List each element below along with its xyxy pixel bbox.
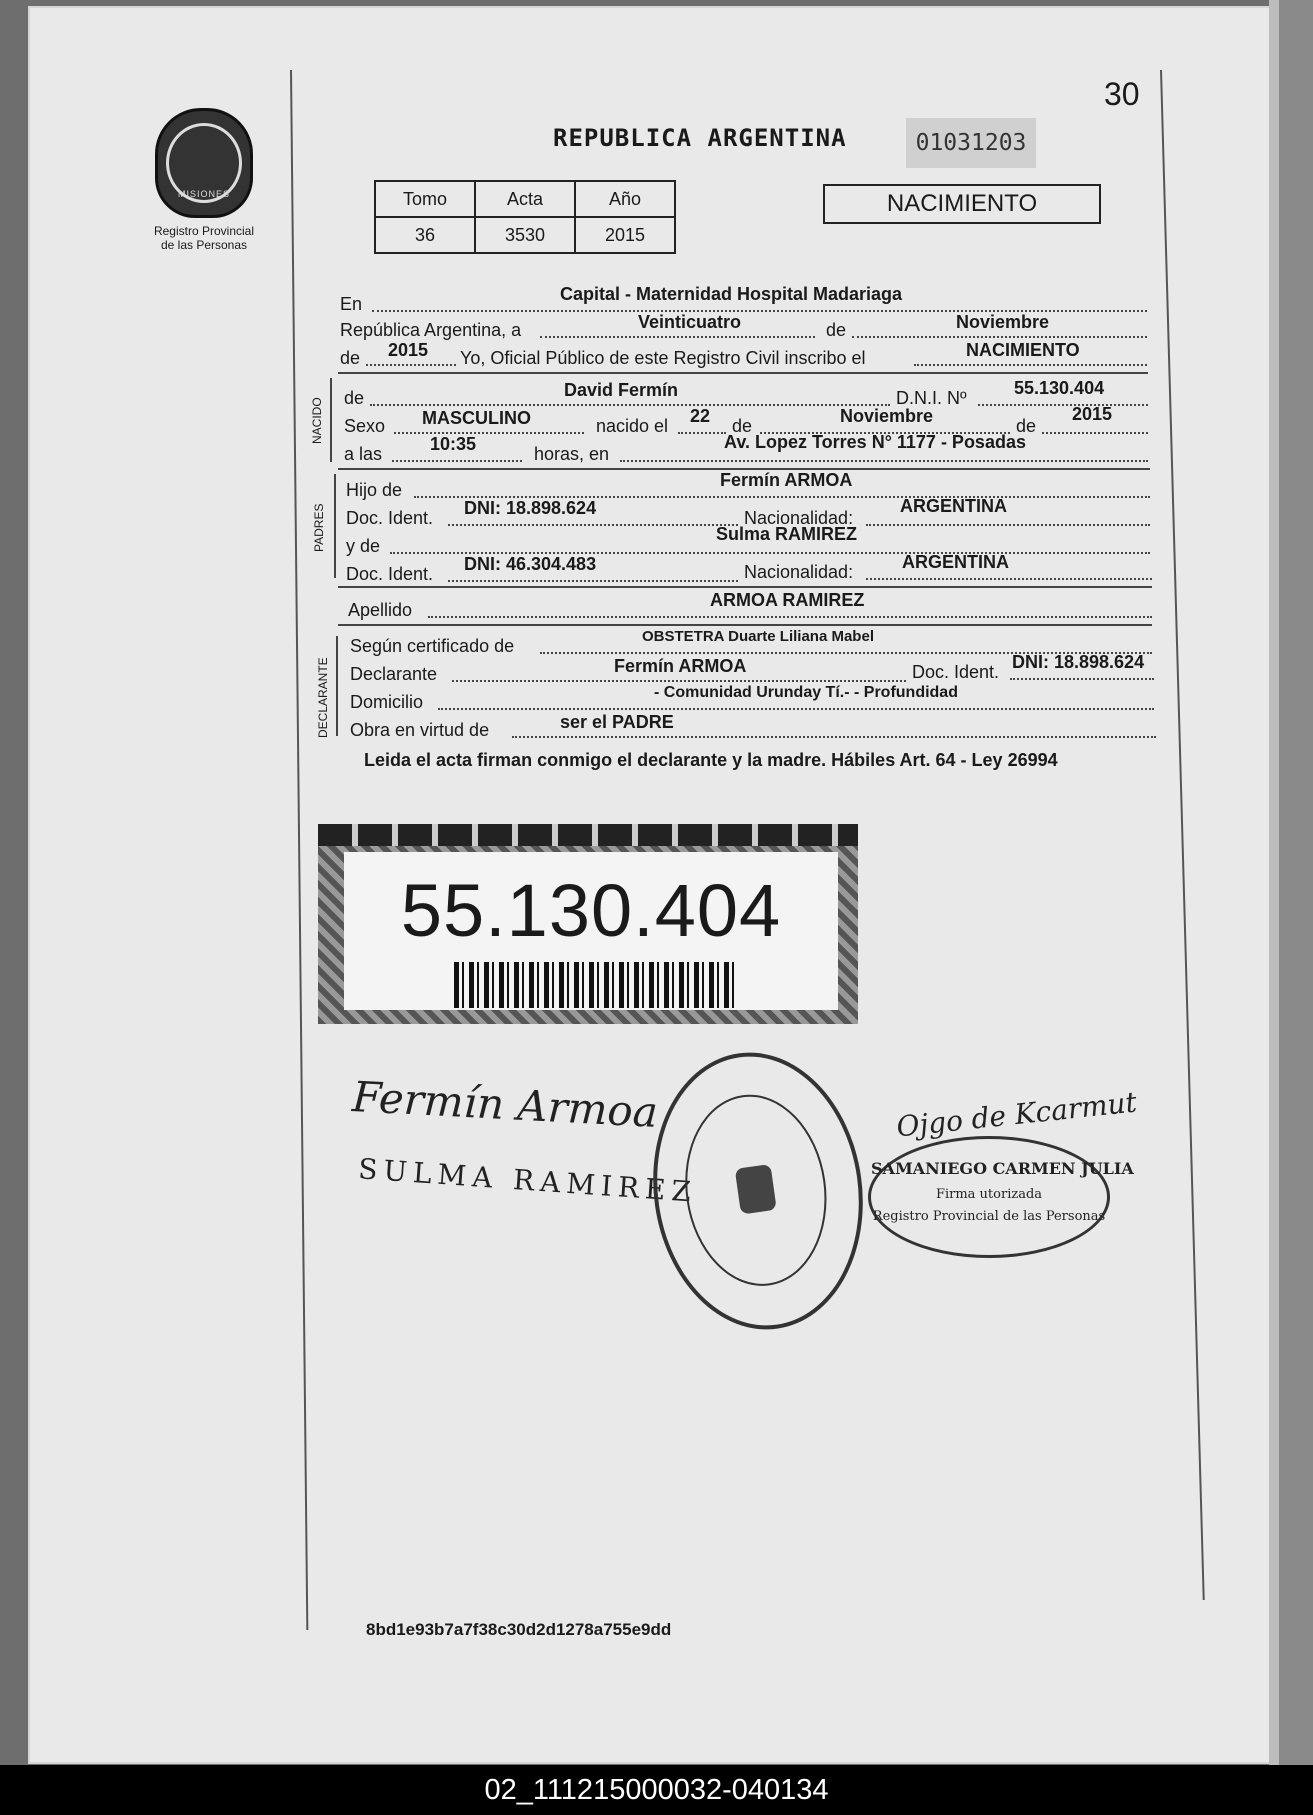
value-father: Fermín ARMOA [720, 470, 853, 490]
value-mother: Sulma RAMIREZ [716, 524, 858, 544]
value-acta: 3530 [475, 217, 575, 253]
label-dni-no: D.N.I. Nº [896, 388, 967, 408]
official-signature: Ojgo de Kcarmut [894, 1085, 1139, 1144]
value-mother-doc: DNI: 46.304.483 [464, 554, 597, 574]
label-a-las: a las [344, 444, 383, 464]
value-capacity: ser el PADRE [560, 712, 674, 732]
label-doc-ident-1: Doc. Ident. [346, 508, 434, 528]
official-name: SAMANIEGO CARMEN JULIA [871, 1159, 1134, 1178]
barcode-icon [454, 962, 734, 1008]
value-year: 2015 [388, 340, 429, 360]
label-de-5: de [1016, 416, 1037, 436]
official-stamp [868, 1136, 1134, 1258]
header-acta: Acta [475, 181, 575, 217]
label-hijo-de: Hijo de [346, 480, 403, 500]
value-birth-place: Av. Lopez Torres N° 1177 - Posadas [724, 432, 1026, 452]
logo-caption: Registro Provincial de las Personas [153, 224, 255, 252]
sticker-dni-number: 55.130.404 [400, 869, 782, 952]
serial-number: 01031203 [906, 118, 1036, 168]
page-number: 30 [1104, 76, 1140, 112]
value-day-words: Veinticuatro [638, 312, 742, 332]
document-title: REPUBLICA ARGENTINA [553, 124, 847, 152]
value-birth-year: 2015 [1072, 404, 1113, 424]
closing-statement: Leida el acta firman conmigo el declarante y la madre. Hábiles Art. 64 - Ley 26994 [364, 750, 1058, 770]
label-obra-virtud: Obra en virtud de [350, 720, 490, 740]
value-sex: MASCULINO [422, 408, 531, 428]
value-birth-month: Noviembre [840, 406, 934, 426]
value-month: Noviembre [956, 312, 1050, 332]
page-edge [1269, 0, 1279, 1765]
value-father-nat: ARGENTINA [900, 496, 1007, 516]
misiones-seal-icon: MISIONES [155, 108, 253, 218]
label-nacionalidad-2: Nacionalidad: [744, 562, 854, 582]
scanner-edge [1279, 0, 1313, 1765]
section-padres: PADRES [312, 503, 326, 552]
label-yo-oficial: Yo, Oficial Público de este Registro Civil inscribo el [460, 348, 866, 368]
label-sexo: Sexo [344, 416, 386, 436]
header-ano: Año [575, 181, 675, 217]
label-de-1: de [826, 320, 847, 340]
label-horas-en: horas, en [534, 444, 610, 464]
label-domicilio: Domicilio [350, 692, 424, 712]
value-child-name: David Fermín [564, 380, 679, 400]
footer-code: 02_111215000032-040134 [0, 1765, 1313, 1815]
value-birth-day: 22 [690, 406, 711, 426]
value-tomo: 36 [375, 217, 475, 253]
value-declarant: Fermín ARMOA [614, 656, 747, 676]
value-mother-nat: ARGENTINA [902, 552, 1009, 572]
label-apellido: Apellido [348, 600, 413, 620]
value-act-name: NACIMIENTO [966, 340, 1080, 360]
registry-logo [142, 108, 266, 252]
label-declarante: Declarante [350, 664, 438, 684]
label-segun-cert: Según certificado de [350, 636, 515, 656]
father-signature: Fermín Armoa [350, 1072, 660, 1137]
document-hash: 8bd1e93b7a7f38c30d2d1278a755e9dd [366, 1620, 672, 1639]
value-place: Capital - Maternidad Hospital Madariaga [560, 284, 903, 304]
label-doc-ident-2: Doc. Ident. [346, 564, 434, 584]
act-type-box: NACIMIENTO [823, 184, 1101, 224]
section-nacido: NACIDO [310, 397, 324, 444]
label-de-3: de [344, 388, 365, 408]
coat-of-arms-icon [735, 1164, 777, 1215]
label-en: En [340, 294, 363, 314]
label-de-2: de [340, 348, 361, 368]
header-tomo: Tomo [375, 181, 475, 217]
registry-table [374, 180, 676, 254]
value-address: - Comunidad Urunday Tí.- - Profundidad [654, 684, 958, 701]
label-y-de: y de [346, 536, 381, 556]
label-nacido-el: nacido el [596, 416, 669, 436]
value-child-dni: 55.130.404 [1014, 378, 1105, 398]
value-surname: ARMOA RAMIREZ [710, 590, 865, 610]
official-role: Firma utorizada [935, 1187, 1043, 1202]
section-declarante: DECLARANTE [316, 657, 330, 738]
value-declarant-doc: DNI: 18.898.624 [1012, 652, 1145, 672]
official-office: Registro Provincial de las Personas [872, 1209, 1106, 1224]
value-birth-time: 10:35 [430, 434, 477, 454]
value-ano: 2015 [575, 217, 675, 253]
label-doc-ident-3: Doc. Ident. [912, 662, 1000, 682]
sticker-pattern [318, 824, 858, 846]
dni-sticker [318, 824, 858, 1024]
label-nacionalidad-1: Nacionalidad: [744, 508, 854, 528]
mother-signature: SULMA RAMIREZ [357, 1152, 698, 1209]
label-de-4: de [732, 416, 753, 436]
value-certificate: OBSTETRA Duarte Liliana Mabel [642, 628, 874, 645]
label-republica: República Argentina, a [340, 320, 522, 340]
value-father-doc: DNI: 18.898.624 [464, 498, 597, 518]
